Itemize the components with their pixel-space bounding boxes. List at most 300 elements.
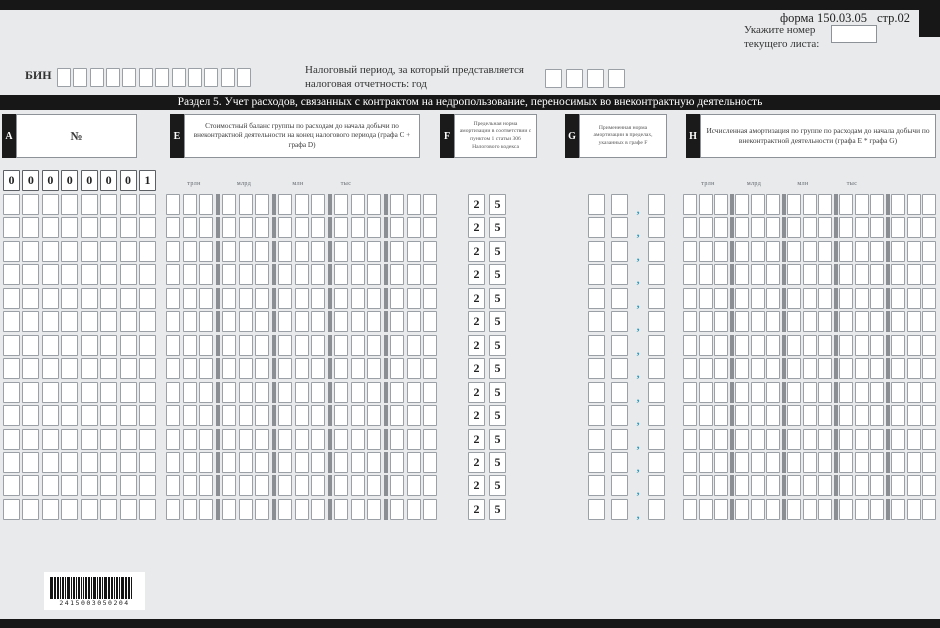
- col-h-digit-cell[interactable]: [751, 217, 765, 238]
- col-e-digit-cell[interactable]: [390, 475, 404, 496]
- col-e-digit-cell[interactable]: [255, 335, 269, 356]
- col-h-digit-cell[interactable]: [683, 241, 697, 262]
- col-h-digit-cell[interactable]: [818, 358, 832, 379]
- col-h-digit-cell[interactable]: [787, 358, 801, 379]
- bin-digit-cell[interactable]: [106, 68, 120, 87]
- col-h-digit-cell[interactable]: [922, 499, 936, 520]
- col-e-digit-cell[interactable]: [166, 217, 180, 238]
- col-h-digit-cell[interactable]: [839, 241, 853, 262]
- a-digit-cell[interactable]: [81, 475, 98, 496]
- col-h-digit-cell[interactable]: [891, 475, 905, 496]
- a-digit-cell[interactable]: [61, 311, 78, 332]
- col-h-digit-cell[interactable]: [891, 311, 905, 332]
- col-e-digit-cell[interactable]: [183, 288, 197, 309]
- col-e-digit-cell[interactable]: [255, 499, 269, 520]
- col-h-digit-cell[interactable]: [803, 241, 817, 262]
- col-h-digit-cell[interactable]: [787, 288, 801, 309]
- f-rate-digit-cell[interactable]: 2: [468, 452, 485, 473]
- col-h-digit-cell[interactable]: [907, 382, 921, 403]
- a-digit-cell[interactable]: [22, 241, 39, 262]
- a-digit-cell[interactable]: [3, 288, 20, 309]
- col-h-digit-cell[interactable]: [714, 452, 728, 473]
- col-e-digit-cell[interactable]: [222, 358, 236, 379]
- col-h-digit-cell[interactable]: [735, 382, 749, 403]
- col-h-digit-cell[interactable]: [766, 288, 780, 309]
- a-digit-cell[interactable]: [81, 217, 98, 238]
- a-digit-cell[interactable]: [139, 264, 156, 285]
- col-e-digit-cell[interactable]: [423, 241, 437, 262]
- a-digit-cell[interactable]: [120, 241, 137, 262]
- col-h-digit-cell[interactable]: [891, 382, 905, 403]
- a-digit-cell[interactable]: [139, 475, 156, 496]
- a-digit-cell[interactable]: [120, 475, 137, 496]
- col-e-digit-cell[interactable]: [390, 217, 404, 238]
- col-e-digit-cell[interactable]: [166, 452, 180, 473]
- col-e-digit-cell[interactable]: [255, 217, 269, 238]
- col-e-digit-cell[interactable]: [183, 429, 197, 450]
- a-digit-cell[interactable]: [120, 499, 137, 520]
- col-h-digit-cell[interactable]: [891, 499, 905, 520]
- col-e-digit-cell[interactable]: [295, 264, 309, 285]
- col-e-digit-cell[interactable]: [199, 194, 213, 215]
- col-e-digit-cell[interactable]: [351, 311, 365, 332]
- col-h-digit-cell[interactable]: [714, 335, 728, 356]
- col-e-digit-cell[interactable]: [311, 311, 325, 332]
- col-h-digit-cell[interactable]: [855, 475, 869, 496]
- col-e-digit-cell[interactable]: [199, 358, 213, 379]
- g-digit-cell[interactable]: [588, 217, 605, 238]
- a-digit-cell[interactable]: [100, 382, 117, 403]
- col-e-digit-cell[interactable]: [199, 475, 213, 496]
- col-h-digit-cell[interactable]: [766, 241, 780, 262]
- col-h-digit-cell[interactable]: [839, 288, 853, 309]
- col-e-digit-cell[interactable]: [222, 452, 236, 473]
- f-rate-digit-cell[interactable]: 2: [468, 241, 485, 262]
- col-e-digit-cell[interactable]: [199, 241, 213, 262]
- col-e-digit-cell[interactable]: [278, 475, 292, 496]
- g-digit-cell[interactable]: [588, 241, 605, 262]
- tax-period-digit-cell[interactable]: [608, 69, 625, 88]
- col-e-digit-cell[interactable]: [367, 288, 381, 309]
- col-h-digit-cell[interactable]: [907, 311, 921, 332]
- g-digit-cell[interactable]: [648, 429, 665, 450]
- g-digit-cell[interactable]: [648, 311, 665, 332]
- a-digit-cell[interactable]: [22, 429, 39, 450]
- row-number-digit-cell[interactable]: 0: [81, 170, 98, 191]
- col-e-digit-cell[interactable]: [183, 358, 197, 379]
- col-h-digit-cell[interactable]: [907, 288, 921, 309]
- g-digit-cell[interactable]: [648, 405, 665, 426]
- f-rate-digit-cell[interactable]: 5: [489, 382, 506, 403]
- g-digit-cell[interactable]: [588, 358, 605, 379]
- col-h-digit-cell[interactable]: [699, 264, 713, 285]
- col-h-digit-cell[interactable]: [818, 382, 832, 403]
- col-e-digit-cell[interactable]: [423, 452, 437, 473]
- col-h-digit-cell[interactable]: [735, 217, 749, 238]
- a-digit-cell[interactable]: [81, 241, 98, 262]
- col-e-digit-cell[interactable]: [222, 217, 236, 238]
- col-h-digit-cell[interactable]: [683, 264, 697, 285]
- col-h-digit-cell[interactable]: [839, 264, 853, 285]
- a-digit-cell[interactable]: [120, 288, 137, 309]
- col-e-digit-cell[interactable]: [311, 382, 325, 403]
- a-digit-cell[interactable]: [100, 288, 117, 309]
- col-e-digit-cell[interactable]: [255, 358, 269, 379]
- col-h-digit-cell[interactable]: [907, 405, 921, 426]
- col-h-digit-cell[interactable]: [787, 335, 801, 356]
- col-h-digit-cell[interactable]: [870, 194, 884, 215]
- col-h-digit-cell[interactable]: [683, 288, 697, 309]
- col-h-digit-cell[interactable]: [714, 382, 728, 403]
- col-e-digit-cell[interactable]: [311, 264, 325, 285]
- col-e-digit-cell[interactable]: [311, 194, 325, 215]
- col-e-digit-cell[interactable]: [367, 311, 381, 332]
- col-h-digit-cell[interactable]: [766, 311, 780, 332]
- col-h-digit-cell[interactable]: [803, 194, 817, 215]
- col-e-digit-cell[interactable]: [239, 382, 253, 403]
- a-digit-cell[interactable]: [100, 358, 117, 379]
- col-h-digit-cell[interactable]: [766, 335, 780, 356]
- g-digit-cell[interactable]: [648, 475, 665, 496]
- a-digit-cell[interactable]: [61, 194, 78, 215]
- col-e-digit-cell[interactable]: [239, 194, 253, 215]
- col-h-digit-cell[interactable]: [907, 241, 921, 262]
- col-h-digit-cell[interactable]: [714, 194, 728, 215]
- a-digit-cell[interactable]: [3, 405, 20, 426]
- a-digit-cell[interactable]: [100, 452, 117, 473]
- col-e-digit-cell[interactable]: [407, 241, 421, 262]
- a-digit-cell[interactable]: [61, 405, 78, 426]
- g-digit-cell[interactable]: [648, 452, 665, 473]
- col-e-digit-cell[interactable]: [367, 475, 381, 496]
- a-digit-cell[interactable]: [22, 288, 39, 309]
- col-e-digit-cell[interactable]: [278, 499, 292, 520]
- col-h-digit-cell[interactable]: [803, 358, 817, 379]
- col-h-digit-cell[interactable]: [803, 217, 817, 238]
- col-h-digit-cell[interactable]: [683, 429, 697, 450]
- a-digit-cell[interactable]: [42, 264, 59, 285]
- col-h-digit-cell[interactable]: [907, 264, 921, 285]
- col-h-digit-cell[interactable]: [735, 335, 749, 356]
- col-h-digit-cell[interactable]: [818, 335, 832, 356]
- col-e-digit-cell[interactable]: [239, 452, 253, 473]
- col-e-digit-cell[interactable]: [311, 358, 325, 379]
- col-e-digit-cell[interactable]: [407, 194, 421, 215]
- col-e-digit-cell[interactable]: [166, 405, 180, 426]
- col-e-digit-cell[interactable]: [367, 264, 381, 285]
- col-e-digit-cell[interactable]: [278, 311, 292, 332]
- col-h-digit-cell[interactable]: [870, 358, 884, 379]
- col-e-digit-cell[interactable]: [390, 382, 404, 403]
- col-h-digit-cell[interactable]: [766, 405, 780, 426]
- col-h-digit-cell[interactable]: [803, 429, 817, 450]
- bin-digit-cell[interactable]: [172, 68, 186, 87]
- col-h-digit-cell[interactable]: [870, 335, 884, 356]
- f-rate-digit-cell[interactable]: 2: [468, 475, 485, 496]
- col-h-digit-cell[interactable]: [699, 194, 713, 215]
- col-e-digit-cell[interactable]: [334, 452, 348, 473]
- col-h-digit-cell[interactable]: [855, 452, 869, 473]
- col-e-digit-cell[interactable]: [166, 335, 180, 356]
- col-h-digit-cell[interactable]: [683, 405, 697, 426]
- col-h-digit-cell[interactable]: [735, 241, 749, 262]
- col-h-digit-cell[interactable]: [839, 335, 853, 356]
- col-e-digit-cell[interactable]: [423, 264, 437, 285]
- col-e-digit-cell[interactable]: [278, 194, 292, 215]
- col-e-digit-cell[interactable]: [295, 429, 309, 450]
- col-h-digit-cell[interactable]: [818, 311, 832, 332]
- col-h-digit-cell[interactable]: [870, 264, 884, 285]
- row-number-digit-cell[interactable]: 1: [139, 170, 156, 191]
- g-digit-cell[interactable]: [588, 311, 605, 332]
- col-e-digit-cell[interactable]: [334, 429, 348, 450]
- col-e-digit-cell[interactable]: [239, 499, 253, 520]
- col-h-digit-cell[interactable]: [714, 264, 728, 285]
- g-digit-cell[interactable]: [588, 405, 605, 426]
- col-e-digit-cell[interactable]: [423, 382, 437, 403]
- col-e-digit-cell[interactable]: [351, 499, 365, 520]
- col-h-digit-cell[interactable]: [839, 311, 853, 332]
- a-digit-cell[interactable]: [22, 405, 39, 426]
- col-h-digit-cell[interactable]: [751, 382, 765, 403]
- col-e-digit-cell[interactable]: [278, 405, 292, 426]
- f-rate-digit-cell[interactable]: 2: [468, 194, 485, 215]
- col-h-digit-cell[interactable]: [870, 217, 884, 238]
- col-e-digit-cell[interactable]: [239, 217, 253, 238]
- a-digit-cell[interactable]: [139, 217, 156, 238]
- col-h-digit-cell[interactable]: [735, 194, 749, 215]
- col-e-digit-cell[interactable]: [423, 475, 437, 496]
- col-h-digit-cell[interactable]: [818, 288, 832, 309]
- f-rate-digit-cell[interactable]: 2: [468, 335, 485, 356]
- col-h-digit-cell[interactable]: [751, 241, 765, 262]
- col-h-digit-cell[interactable]: [922, 241, 936, 262]
- col-e-digit-cell[interactable]: [295, 358, 309, 379]
- col-e-digit-cell[interactable]: [295, 405, 309, 426]
- col-h-digit-cell[interactable]: [699, 311, 713, 332]
- col-h-digit-cell[interactable]: [922, 429, 936, 450]
- col-e-digit-cell[interactable]: [199, 311, 213, 332]
- a-digit-cell[interactable]: [61, 288, 78, 309]
- col-e-digit-cell[interactable]: [423, 335, 437, 356]
- f-rate-digit-cell[interactable]: 2: [468, 429, 485, 450]
- col-h-digit-cell[interactable]: [891, 335, 905, 356]
- a-digit-cell[interactable]: [22, 452, 39, 473]
- col-h-digit-cell[interactable]: [839, 217, 853, 238]
- bin-digit-cell[interactable]: [188, 68, 202, 87]
- tax-period-digit-cell[interactable]: [587, 69, 604, 88]
- col-e-digit-cell[interactable]: [183, 264, 197, 285]
- a-digit-cell[interactable]: [139, 405, 156, 426]
- col-e-digit-cell[interactable]: [351, 335, 365, 356]
- col-e-digit-cell[interactable]: [311, 405, 325, 426]
- a-digit-cell[interactable]: [120, 194, 137, 215]
- col-e-digit-cell[interactable]: [255, 405, 269, 426]
- a-digit-cell[interactable]: [3, 335, 20, 356]
- a-digit-cell[interactable]: [3, 311, 20, 332]
- col-e-digit-cell[interactable]: [183, 475, 197, 496]
- col-e-digit-cell[interactable]: [222, 499, 236, 520]
- col-e-digit-cell[interactable]: [183, 241, 197, 262]
- a-digit-cell[interactable]: [120, 264, 137, 285]
- a-digit-cell[interactable]: [120, 405, 137, 426]
- a-digit-cell[interactable]: [22, 311, 39, 332]
- a-digit-cell[interactable]: [139, 335, 156, 356]
- col-h-digit-cell[interactable]: [683, 358, 697, 379]
- bin-digit-cell[interactable]: [139, 68, 153, 87]
- a-digit-cell[interactable]: [120, 335, 137, 356]
- col-e-digit-cell[interactable]: [183, 382, 197, 403]
- a-digit-cell[interactable]: [100, 405, 117, 426]
- col-e-digit-cell[interactable]: [367, 241, 381, 262]
- col-h-digit-cell[interactable]: [766, 452, 780, 473]
- row-number-digit-cell[interactable]: 0: [120, 170, 137, 191]
- col-e-digit-cell[interactable]: [367, 335, 381, 356]
- col-h-digit-cell[interactable]: [870, 311, 884, 332]
- g-digit-cell[interactable]: [588, 475, 605, 496]
- col-h-digit-cell[interactable]: [818, 499, 832, 520]
- f-rate-digit-cell[interactable]: 5: [489, 311, 506, 332]
- a-digit-cell[interactable]: [100, 194, 117, 215]
- col-e-digit-cell[interactable]: [334, 358, 348, 379]
- a-digit-cell[interactable]: [3, 241, 20, 262]
- col-h-digit-cell[interactable]: [766, 429, 780, 450]
- col-e-digit-cell[interactable]: [311, 241, 325, 262]
- a-digit-cell[interactable]: [120, 382, 137, 403]
- col-e-digit-cell[interactable]: [255, 452, 269, 473]
- col-h-digit-cell[interactable]: [699, 475, 713, 496]
- col-h-digit-cell[interactable]: [787, 475, 801, 496]
- col-e-digit-cell[interactable]: [311, 475, 325, 496]
- col-e-digit-cell[interactable]: [295, 499, 309, 520]
- col-h-digit-cell[interactable]: [699, 382, 713, 403]
- col-h-digit-cell[interactable]: [891, 405, 905, 426]
- col-h-digit-cell[interactable]: [818, 264, 832, 285]
- col-h-digit-cell[interactable]: [766, 475, 780, 496]
- a-digit-cell[interactable]: [139, 288, 156, 309]
- col-h-digit-cell[interactable]: [803, 382, 817, 403]
- col-e-digit-cell[interactable]: [407, 429, 421, 450]
- col-h-digit-cell[interactable]: [855, 499, 869, 520]
- col-e-digit-cell[interactable]: [390, 241, 404, 262]
- a-digit-cell[interactable]: [100, 241, 117, 262]
- a-digit-cell[interactable]: [139, 382, 156, 403]
- col-h-digit-cell[interactable]: [714, 288, 728, 309]
- col-h-digit-cell[interactable]: [922, 405, 936, 426]
- a-digit-cell[interactable]: [42, 217, 59, 238]
- col-h-digit-cell[interactable]: [803, 264, 817, 285]
- a-digit-cell[interactable]: [3, 194, 20, 215]
- g-digit-cell[interactable]: [648, 499, 665, 520]
- col-e-digit-cell[interactable]: [199, 405, 213, 426]
- col-h-digit-cell[interactable]: [751, 405, 765, 426]
- col-h-digit-cell[interactable]: [839, 499, 853, 520]
- col-h-digit-cell[interactable]: [787, 311, 801, 332]
- f-rate-digit-cell[interactable]: 5: [489, 429, 506, 450]
- a-digit-cell[interactable]: [81, 311, 98, 332]
- col-e-digit-cell[interactable]: [199, 429, 213, 450]
- g-digit-cell[interactable]: [611, 217, 628, 238]
- col-h-digit-cell[interactable]: [699, 217, 713, 238]
- a-digit-cell[interactable]: [120, 429, 137, 450]
- g-digit-cell[interactable]: [648, 217, 665, 238]
- col-e-digit-cell[interactable]: [239, 264, 253, 285]
- col-e-digit-cell[interactable]: [407, 217, 421, 238]
- col-h-digit-cell[interactable]: [803, 288, 817, 309]
- col-h-digit-cell[interactable]: [839, 382, 853, 403]
- col-h-digit-cell[interactable]: [891, 452, 905, 473]
- col-e-digit-cell[interactable]: [367, 499, 381, 520]
- a-digit-cell[interactable]: [61, 475, 78, 496]
- col-e-digit-cell[interactable]: [334, 217, 348, 238]
- col-e-digit-cell[interactable]: [351, 358, 365, 379]
- g-digit-cell[interactable]: [611, 429, 628, 450]
- col-e-digit-cell[interactable]: [351, 217, 365, 238]
- a-digit-cell[interactable]: [81, 194, 98, 215]
- col-h-digit-cell[interactable]: [751, 452, 765, 473]
- col-e-digit-cell[interactable]: [295, 217, 309, 238]
- col-h-digit-cell[interactable]: [787, 217, 801, 238]
- col-h-digit-cell[interactable]: [855, 241, 869, 262]
- col-e-digit-cell[interactable]: [351, 405, 365, 426]
- col-e-digit-cell[interactable]: [407, 311, 421, 332]
- a-digit-cell[interactable]: [100, 335, 117, 356]
- col-e-digit-cell[interactable]: [166, 288, 180, 309]
- col-h-digit-cell[interactable]: [855, 264, 869, 285]
- col-e-digit-cell[interactable]: [222, 311, 236, 332]
- col-h-digit-cell[interactable]: [818, 217, 832, 238]
- g-digit-cell[interactable]: [648, 382, 665, 403]
- col-h-digit-cell[interactable]: [714, 475, 728, 496]
- col-e-digit-cell[interactable]: [407, 382, 421, 403]
- g-digit-cell[interactable]: [588, 452, 605, 473]
- col-e-digit-cell[interactable]: [255, 288, 269, 309]
- col-e-digit-cell[interactable]: [334, 264, 348, 285]
- col-e-digit-cell[interactable]: [166, 475, 180, 496]
- col-h-digit-cell[interactable]: [922, 452, 936, 473]
- col-e-digit-cell[interactable]: [351, 194, 365, 215]
- col-h-digit-cell[interactable]: [839, 358, 853, 379]
- col-e-digit-cell[interactable]: [222, 241, 236, 262]
- col-h-digit-cell[interactable]: [855, 335, 869, 356]
- col-e-digit-cell[interactable]: [199, 382, 213, 403]
- col-h-digit-cell[interactable]: [735, 499, 749, 520]
- col-e-digit-cell[interactable]: [255, 264, 269, 285]
- col-e-digit-cell[interactable]: [423, 311, 437, 332]
- a-digit-cell[interactable]: [42, 382, 59, 403]
- col-e-digit-cell[interactable]: [334, 405, 348, 426]
- col-h-digit-cell[interactable]: [735, 475, 749, 496]
- col-e-digit-cell[interactable]: [199, 288, 213, 309]
- col-e-digit-cell[interactable]: [311, 452, 325, 473]
- col-h-digit-cell[interactable]: [907, 358, 921, 379]
- col-h-digit-cell[interactable]: [766, 194, 780, 215]
- col-e-digit-cell[interactable]: [199, 499, 213, 520]
- f-rate-digit-cell[interactable]: 2: [468, 405, 485, 426]
- col-e-digit-cell[interactable]: [423, 358, 437, 379]
- col-h-digit-cell[interactable]: [855, 382, 869, 403]
- g-digit-cell[interactable]: [588, 382, 605, 403]
- g-digit-cell[interactable]: [588, 288, 605, 309]
- g-digit-cell[interactable]: [611, 241, 628, 262]
- col-e-digit-cell[interactable]: [239, 358, 253, 379]
- col-e-digit-cell[interactable]: [334, 335, 348, 356]
- col-e-digit-cell[interactable]: [351, 429, 365, 450]
- col-e-digit-cell[interactable]: [390, 499, 404, 520]
- col-e-digit-cell[interactable]: [423, 288, 437, 309]
- col-h-digit-cell[interactable]: [907, 194, 921, 215]
- col-e-digit-cell[interactable]: [183, 311, 197, 332]
